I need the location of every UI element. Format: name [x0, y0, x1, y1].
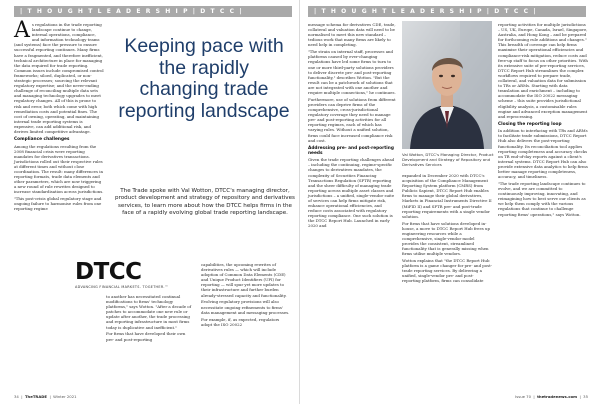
body-paragraph: "This post-crisis global regulatory stage and ongoing failure to harmonise rules from one reporting regime: [14, 196, 102, 212]
section-header: | T H O U G H T L E A D E R S H I P | D T C C |: [14, 6, 292, 17]
body-paragraph: "The trade reporting landscape continues to evolve, and we are committed to continuously improving, innovating, and reimagining how to best serve our clients as we help them comply with the various regulations that continue to challenge reporting firms' operations," says Wotton.: [498, 181, 586, 217]
subheading: Compliance challenges: [14, 137, 70, 143]
section-header: | T H O U G H T L E A D E R S H I P | D T C C |: [308, 6, 586, 17]
portrait-image-icon: [402, 21, 492, 149]
publication-name: TheTRADE: [24, 394, 48, 399]
right-page: [300, 0, 600, 404]
body-paragraph: reporting activities for multiple jurisdictions – US, UK, Europe, Canada, Israel, Singapore, Australia, and Hong Kong – and be prepared for forthcoming rule additions and changes." This breadth of coverage can help firms maximise their operational efficiencies and compliance-risk mitigation, reduce costs and free-up staff to focus on other priorities. With its extensive suite of pre-reporting services, DTCC Report Hub streamlines the complex workflows required to prepare trade, collateral, and valuation data for submission to TRs or ARMs. Starting with data translation and enrichment – including to accommodate the ISO 20022 messaging scheme – this suite provides jurisdictional eligibility analysis, a customisable rules engine and advanced exception management and reprocessing.: [498, 22, 588, 119]
portrait-photo: [402, 21, 492, 149]
body-paragraph: capabilities, the upcoming rewrites of derivatives rules — which will include adoption of Common Data Elements (CDE) and Unique Product Identifiers (UPI) for reporting — will spur yet more updates to their infrastructure and further burden already-stressed capacity and functionality.: [201, 262, 287, 298]
body-paragraph: Furthermore, use of solutions from different providers can deprive firms of the comprehensive, cross-jurisdictional regulatory coverage they need to manage pre- and post-reporting activities for all reporting regimes, each of which has varying rules. Without a unified solution, firms could face increased compliance risk and cost.: [308, 96, 396, 143]
body-paragraph: Evolving regulatory provisions will also necessitate ongoing refinements to firms' data management and messaging processes.: [201, 299, 290, 315]
subheading: Addressing pre- and post-reporting needs: [308, 145, 394, 156]
body-paragraph: For firms that have solutions developed in-house, a move to DTCC Report Hub frees up engineering resources while a comprehensive, single-vendor model provides the consistent, streamlined functionality that is generally missing when firms utilise multiple vendors.: [402, 220, 490, 257]
body-paragraph: For firms that have developed their own pre- and post-reporting: [106, 331, 186, 342]
body-paragraph: "The strain on internal staff, processes and platforms caused by ever-changing regulations have led some firms to turn to one or more third-party solutions providers to deliver discrete pre- and post-reporting functionality," describes Wotton. "But the result can be a patchwork of solutions that are not integrated with one another and require multiple connections," he continues.: [308, 49, 396, 96]
page-number: 35: [583, 394, 588, 399]
body-paragraph: message schema for derivatives CDE, trade, collateral and valuation data will need to be normalised to meet this new standard – tedious work that many firms are likely to need help in completing.: [308, 22, 396, 48]
issue-date: Winter 2021: [53, 394, 77, 399]
body-paragraph: Given the trade reporting challenges ahead – including the continuing, regime-specific changes to derivatives mandates, the complexity of Securities Financing Transactions Regulation (SFTR) reporting and the sheer difficulty of managing trade reporting across multiple asset classes and jurisdictions – a unified, single-vendor suite of services can help firms mitigate risk, enhance operational efficiencies, and reduce costs associated with regulatory reporting compliance. One such solution is the DTCC Report Hub. Launched in early 2020 and: [308, 157, 395, 229]
right-column-2: [402, 173, 492, 285]
intro-paragraph: s regulations in the trade reporting landscape continue to change, internal operations, compliance, and information technology teams (and systems) face the pressure to ensure successful reporting continues. Many firms have a fragmented, and therefore inefficient, technical architecture in place for managing the data required for trade reporting. Common issues include compromised control frameworks; siloed, duplicated, or non-strategic processes; sourcing the relevant regulatory expertise; and the never-ending challenge of reconciling multiple data sets and managing technology upgrades to meet regulatory changes. All of this is prone to risk and error, both which come with high remediation costs and potential fines. The cost of owning, operating, and maintaining internal trade reporting systems is expensive, can add additional risk, and derives limited competitive advantage.: [14, 22, 104, 134]
photo-caption: Val Wotton, DTCC's Managing Director, Product Development and Strategy of Repository and Derivatives Services: [402, 152, 494, 167]
left-column-1: [14, 18, 104, 213]
body-paragraph: Wotton explains that "the DTCC Report Hub platform is a game changer for pre- and post-trade reporting services. By delivering a unified, single-vendor pre- and post-reporting platform, firms can consolidate: [402, 258, 493, 284]
body-paragraph: to another has necessitated continual modifications to firms' technology platforms," says Wotton. "After a decade of patches to accommodate one new rule or update after another, the trade processing and reporting infrastructure in most firms today is duplicative and inefficient.": [106, 294, 192, 330]
body-paragraph: In addition to interfacing with TRs and ARMs to facilitate trade submissions, DTCC Report Hub also delivers the post-reporting functionality. Its reconciliation tool applies reporting completeness and accuracy checks on TR end-of-day reports against a client's internal systems. DTCC Report Hub can also provide extensive data analytics to help firms better manage reporting completeness, accuracy, and timeliness.: [498, 128, 588, 180]
left-footer: 34 | TheTRADE | Winter 2021: [14, 394, 77, 399]
website: thetradenews.com: [537, 394, 578, 399]
subheading: Closing the reporting loop: [498, 121, 562, 127]
issue-number: Issue 70: [515, 394, 531, 399]
page-number: 34: [14, 394, 19, 399]
body-paragraph: Among the regulations resulting from the 2008 financial crisis were reporting mandates for derivatives transactions. Jurisdictions rolled out their respective rules at different times and without close coordination. The result: many differences in reporting formats, trade data elements and other parameters, which are now triggering a new round of rule rewrites designed to increase standardisation across jurisdictions.: [14, 143, 104, 195]
logo-tagline: ADVANCING FINANCIAL MARKETS. TOGETHER.™: [75, 285, 169, 289]
left-column-3: [201, 262, 291, 329]
right-column-1: [308, 22, 396, 230]
body-paragraph: For example, if, as expected, regulators adopt the ISO 20022: [201, 316, 280, 327]
right-column-3: [498, 22, 588, 218]
article-headline: Keeping pace with the rapidly changing trade reporting landscape: [118, 35, 290, 122]
right-footer: Issue 70 | thetradenews.com | 35: [515, 394, 588, 399]
logo-wordmark: DTCC: [75, 259, 142, 285]
left-column-2: [106, 294, 194, 343]
dtcc-logo: [75, 261, 170, 289]
body-paragraph: expanded in December 2020 with DTCC's acquisition of the Compliance Management Reporting System platform (CMRS) from Publicis Sapient, DTCC Report Hub enables firms to manage their global derivatives, Markets in Financial Instruments Directive II (MiFID II) and SFTR pre- and post-trade reporting requirements with a single vendor solution.: [402, 173, 492, 219]
standfirst: The Trade spoke with Val Wotton, DTCC's managing director, product development and strategy of repository and derivatives services, to learn more about how the DTCC helps firms in the face of a rapidly evolving global trade reporting landscape.: [115, 188, 295, 217]
drop-cap: A: [14, 18, 30, 43]
